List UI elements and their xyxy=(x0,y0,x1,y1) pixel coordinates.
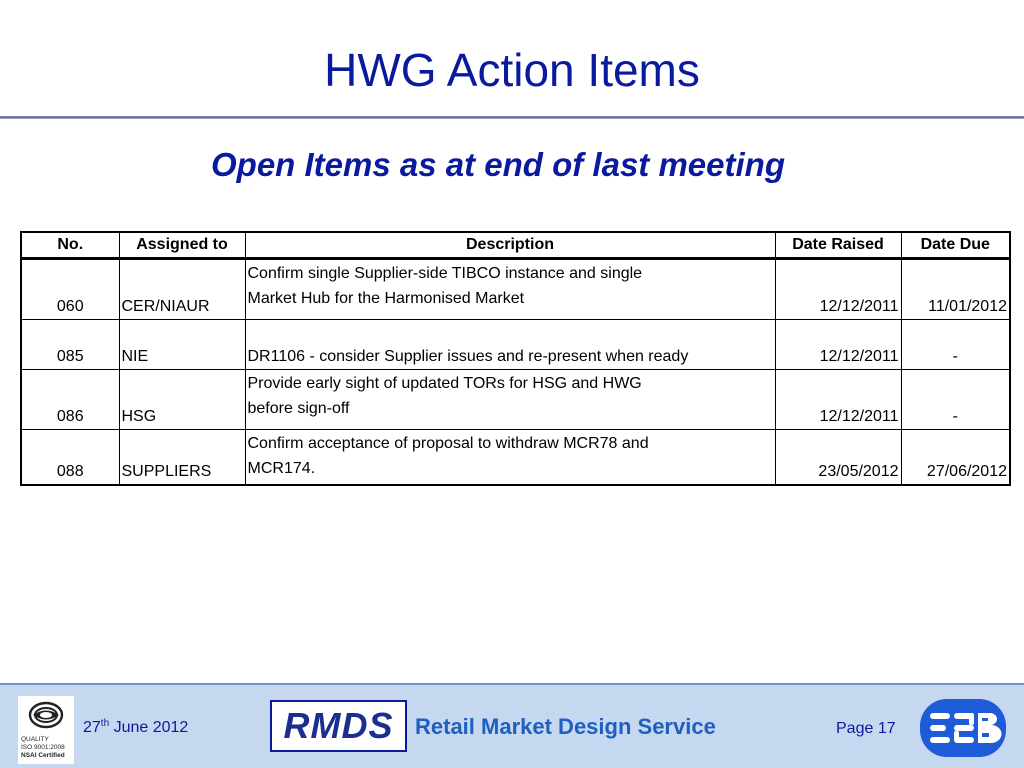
nsai-line: NSAI Certified xyxy=(21,752,65,759)
cell-date-due: - xyxy=(901,369,1010,429)
cell-assigned-to: SUPPLIERS xyxy=(119,429,245,485)
table-row xyxy=(21,319,1010,369)
cell-no: 088 xyxy=(21,429,119,485)
cell-date-due: 11/01/2012 xyxy=(901,258,1010,319)
header-date-raised: Date Raised xyxy=(775,232,901,258)
cell-no: 060 xyxy=(21,258,119,319)
cell-description xyxy=(245,319,775,369)
description-line: Confirm acceptance of proposal to withdraw MCR78 and xyxy=(247,434,649,452)
nsai-text xyxy=(21,736,73,760)
date-day: 27 xyxy=(83,719,101,736)
cell-assigned-to: NIE xyxy=(119,319,245,369)
description-line: DR1106 - consider Supplier issues and re-present when ready xyxy=(247,347,689,365)
cell-date-due: - xyxy=(901,319,1010,369)
rmds-logo xyxy=(270,700,407,752)
description-line: Market Hub for the Harmonised Market xyxy=(247,289,525,307)
description-line: before sign-off xyxy=(247,399,350,417)
cell-date-raised: 12/12/2011 xyxy=(775,258,901,319)
header-date-due: Date Due xyxy=(901,232,1010,258)
description-line: Confirm single Supplier-side TIBCO instance and single xyxy=(247,264,643,282)
description-line: Provide early sight of updated TORs for HSG and HWG xyxy=(247,374,642,392)
cell-no: 086 xyxy=(21,369,119,429)
nsai-line: QUALITY xyxy=(21,736,49,743)
page-number: Page 17 xyxy=(836,720,896,737)
slide-subtitle: Open Items as at end of last meeting xyxy=(211,146,785,183)
cell-date-raised: 23/05/2012 xyxy=(775,429,901,485)
slide-title: HWG Action Items xyxy=(324,44,700,96)
table-row xyxy=(21,369,1010,429)
rmds-logo-text: RMDS xyxy=(283,705,394,746)
nsai-quality-logo xyxy=(18,696,74,764)
table-header-row xyxy=(21,232,1010,258)
header-assigned-to: Assigned to xyxy=(119,232,245,258)
footer-date xyxy=(83,719,188,737)
cell-assigned-to: HSG xyxy=(119,369,245,429)
cell-date-raised: 12/12/2011 xyxy=(775,319,901,369)
header-description: Description xyxy=(245,232,775,258)
table-row xyxy=(21,258,1010,319)
action-items-table xyxy=(20,231,1011,486)
service-name: Retail Market Design Service xyxy=(415,714,716,739)
cell-date-raised: 12/12/2011 xyxy=(775,369,901,429)
title-divider xyxy=(0,116,1024,119)
header-no: No. xyxy=(21,232,119,258)
cell-date-due: 27/06/2012 xyxy=(901,429,1010,485)
nsai-eye-icon xyxy=(28,700,64,730)
cell-description xyxy=(245,258,775,319)
cell-no: 085 xyxy=(21,319,119,369)
cell-description xyxy=(245,429,775,485)
footer-bar xyxy=(0,683,1024,768)
cell-description xyxy=(245,369,775,429)
nsai-line: ISO 9001:2008 xyxy=(21,744,65,751)
date-suffix: th xyxy=(100,718,110,729)
description-line: MCR174. xyxy=(247,459,316,477)
esb-logo xyxy=(918,697,1008,759)
cell-assigned-to: CER/NIAUR xyxy=(119,258,245,319)
date-rest: June 2012 xyxy=(109,719,189,736)
table-row xyxy=(21,429,1010,485)
